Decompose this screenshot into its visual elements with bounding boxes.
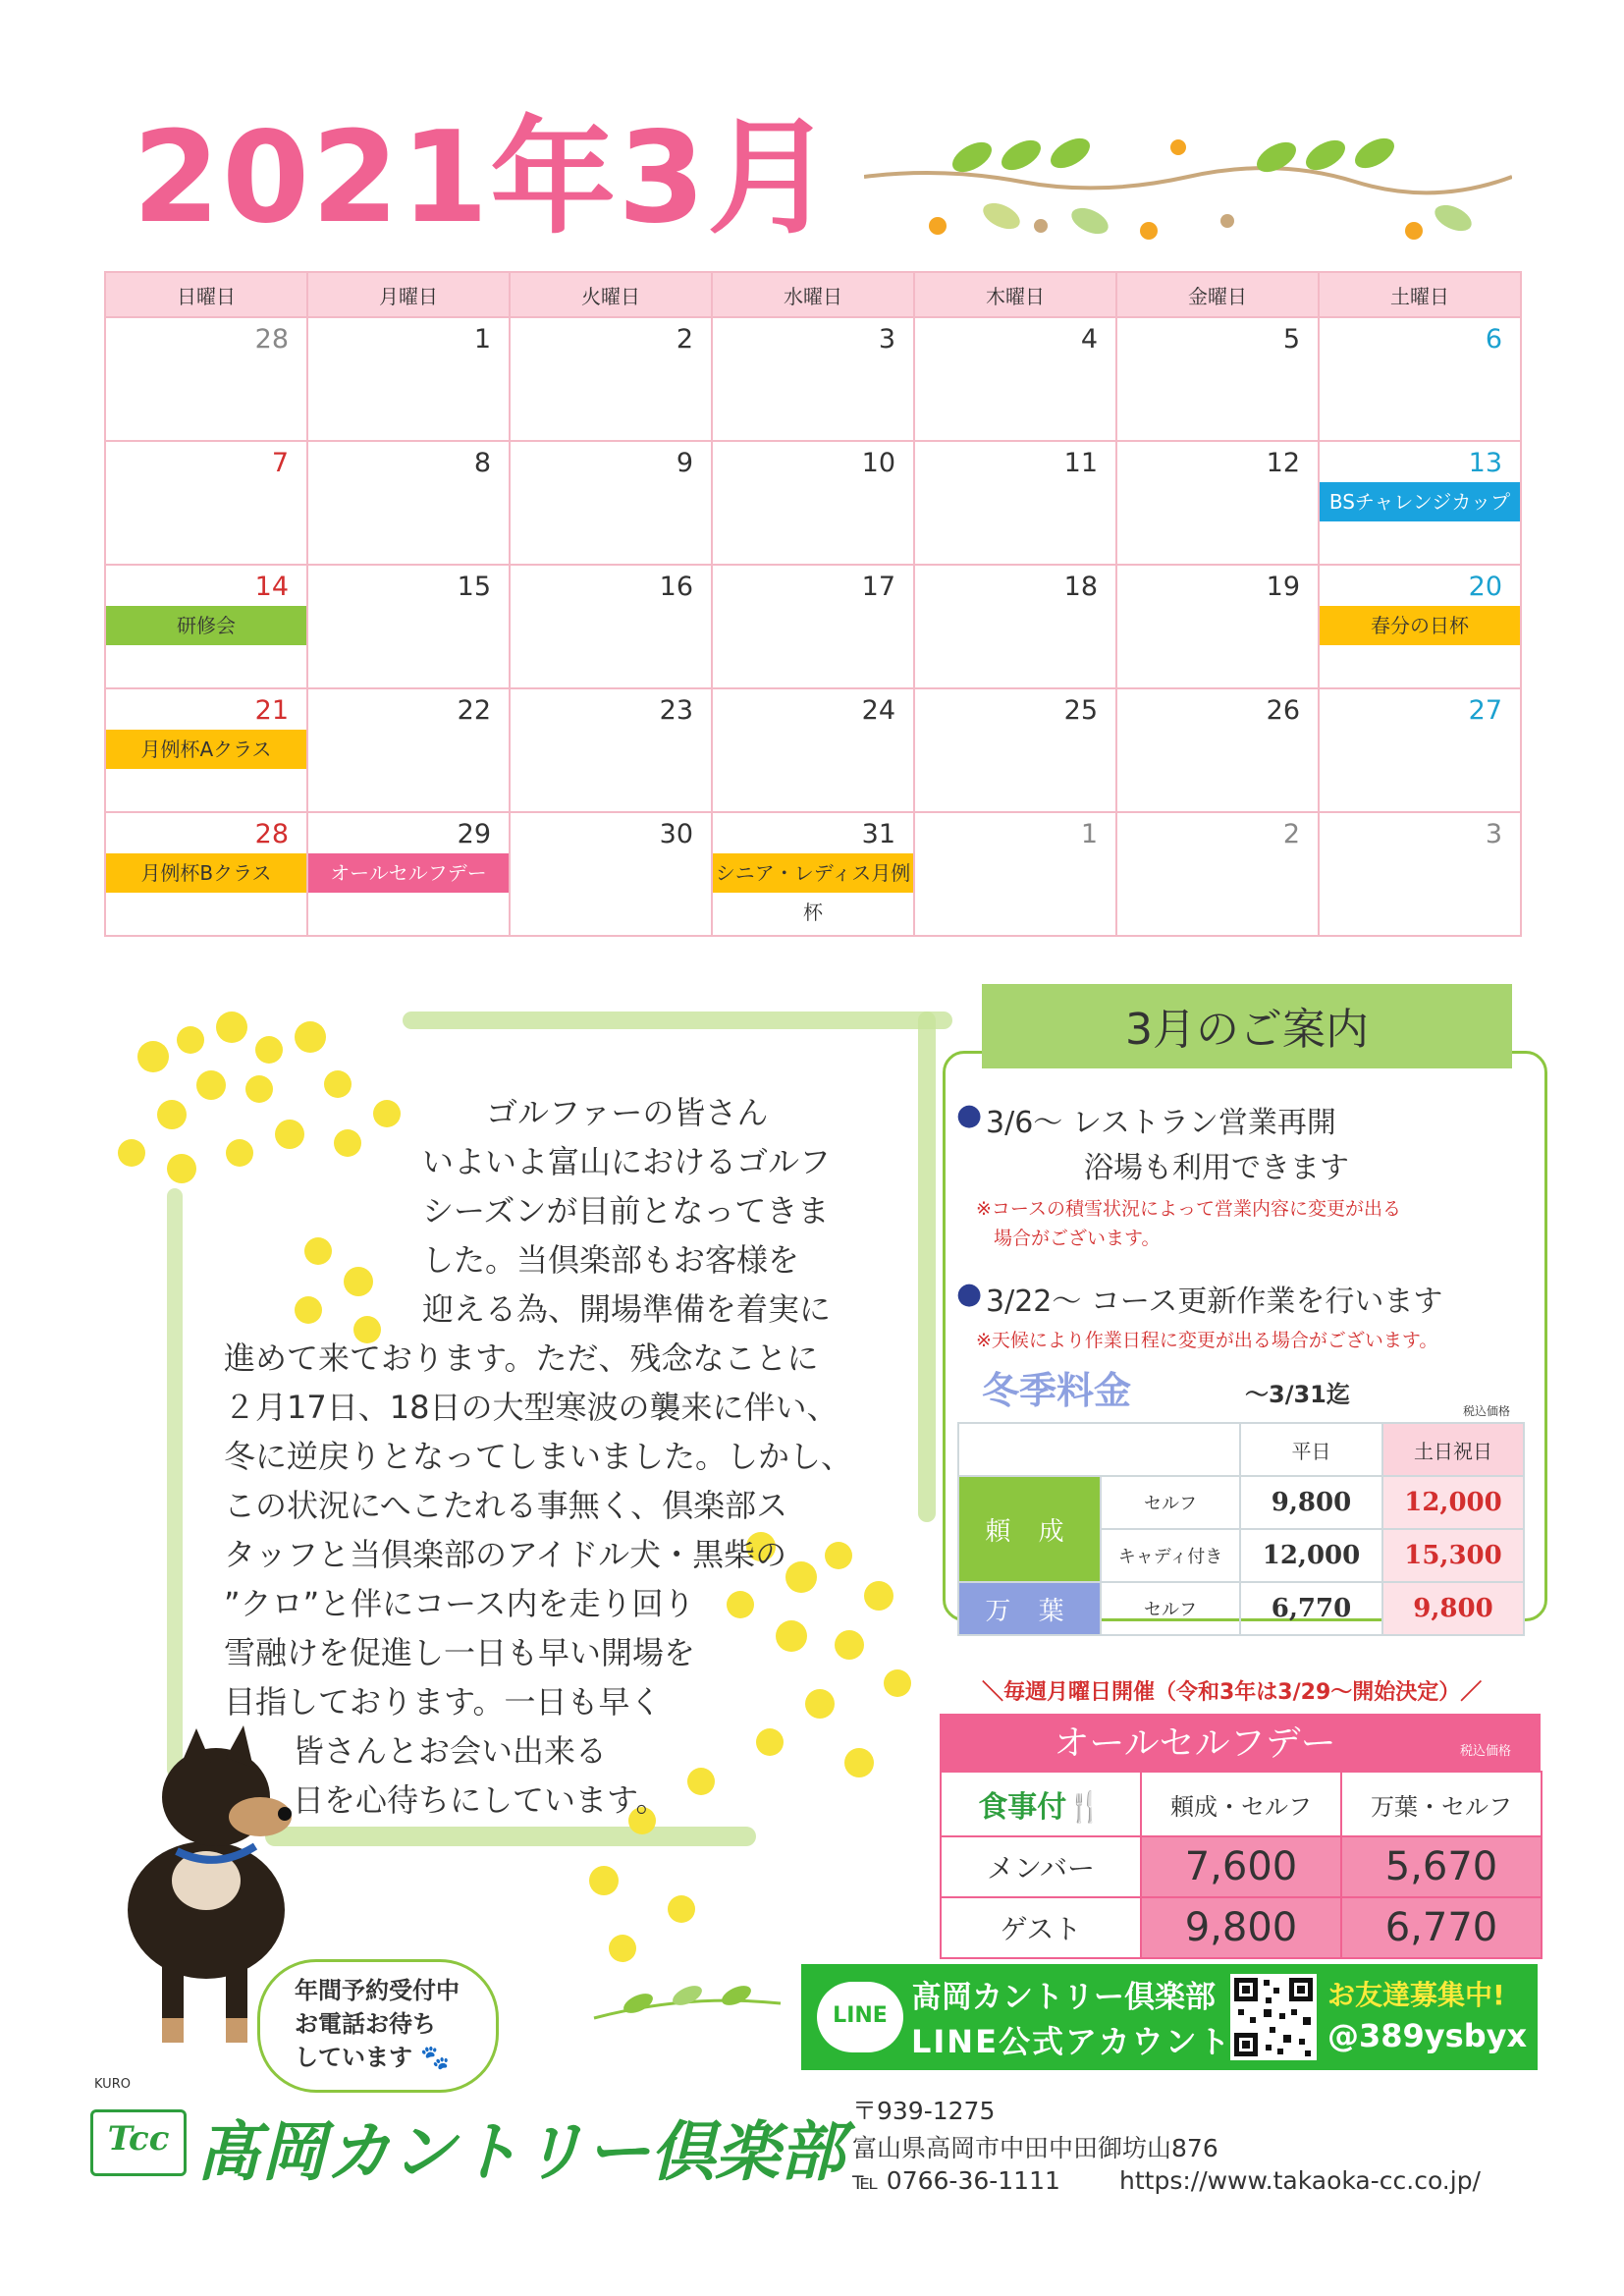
frame-decoration-bottom xyxy=(265,1827,756,1846)
flower-dot xyxy=(295,1021,326,1053)
day-number: 28 xyxy=(254,819,289,849)
fee-holiday-price: 12,000 xyxy=(1382,1476,1524,1529)
all-self-day-table xyxy=(940,1771,1543,1959)
guide-note-2: ※天候により作業日程に変更が出る場合がございます。 xyxy=(976,1330,1438,1351)
letter-line: いよいよ富山におけるゴルフ xyxy=(422,1143,832,1180)
letter-line: ”クロ”と伴にコース内を走り回り xyxy=(224,1585,695,1622)
page-title: 2021年3月 xyxy=(133,105,836,251)
weekday-header: 水曜日 xyxy=(712,272,914,317)
member-raijo-price: 7,600 xyxy=(1141,1836,1341,1897)
calendar-week-row xyxy=(105,565,1521,688)
fee-holiday-price: 15,300 xyxy=(1382,1529,1524,1582)
calendar-event-badge: 月例杯Bクラス xyxy=(106,853,306,893)
day-number: 31 xyxy=(861,819,895,849)
calendar-week-row xyxy=(105,317,1521,441)
row-guest-label: ゲスト xyxy=(941,1897,1141,1958)
calendar-day-cell xyxy=(307,812,510,936)
fee-header-weekday: 平日 xyxy=(1240,1423,1382,1476)
calendar-day-cell xyxy=(105,688,307,812)
calendar-day-cell xyxy=(914,688,1116,812)
calendar-day-cell xyxy=(1116,812,1319,936)
calendar-event-badge: BSチャレンジカップ xyxy=(1320,482,1520,521)
calendar-day-cell xyxy=(1319,441,1521,565)
col-raijo-self: 頼成・セルフ xyxy=(1141,1772,1341,1836)
day-number: 7 xyxy=(271,448,289,478)
tax-label: 税込価格 xyxy=(1463,1404,1511,1418)
calendar-day-cell xyxy=(510,812,712,936)
day-number: 1 xyxy=(473,324,491,355)
flower-dot xyxy=(609,1935,636,1962)
flower-dot xyxy=(835,1630,864,1660)
letter-line: 目指しております。一日も早く xyxy=(224,1683,662,1721)
fee-type: セルフ xyxy=(1101,1582,1240,1635)
calendar-day-cell xyxy=(307,441,510,565)
day-number: 15 xyxy=(457,572,491,602)
flower-dot xyxy=(344,1267,373,1296)
letter-line: シーズンが目前となってきま xyxy=(422,1192,830,1230)
calendar-day-cell xyxy=(307,317,510,441)
calendar-day-cell xyxy=(510,317,712,441)
address: 富山県高岡市中田中田御坊山876 xyxy=(852,2134,1218,2162)
day-number: 30 xyxy=(659,819,693,849)
calendar-day-cell xyxy=(105,317,307,441)
day-number: 13 xyxy=(1468,448,1502,478)
line-account-name: 髙岡カントリー倶楽部 xyxy=(911,1980,1216,2015)
flower-dot xyxy=(825,1542,852,1569)
letter-line: 冬に逆戻りとなってしまいました。しかし、 xyxy=(224,1438,853,1475)
day-number: 26 xyxy=(1266,695,1300,726)
winter-fee-period: ～3/31迄 xyxy=(1245,1381,1350,1408)
line-id: @389ysbyx xyxy=(1327,2017,1528,2054)
fee-weekday-price: 9,800 xyxy=(1240,1476,1382,1529)
calendar-day-cell xyxy=(307,688,510,812)
flower-dot xyxy=(589,1866,619,1895)
flower-dot xyxy=(255,1036,283,1064)
flower-dot xyxy=(177,1026,204,1054)
flower-dot xyxy=(216,1011,247,1043)
calendar-day-cell xyxy=(712,688,914,812)
guide-note-1b: 場合がございます。 xyxy=(994,1228,1161,1249)
calendar-week-row xyxy=(105,441,1521,565)
weekday-header: 火曜日 xyxy=(510,272,712,317)
calendar-day-cell xyxy=(914,812,1116,936)
fee-course-raijo: 頼 成 xyxy=(958,1476,1101,1582)
weekday-header: 日曜日 xyxy=(105,272,307,317)
letter-line: タッフと当倶楽部のアイドル犬・黒柴の xyxy=(224,1536,787,1573)
winter-fee-title: 冬季料金 xyxy=(982,1369,1132,1412)
flower-dot xyxy=(884,1669,911,1697)
col-manyo-self: 万葉・セルフ xyxy=(1341,1772,1542,1836)
fee-holiday-price: 9,800 xyxy=(1382,1582,1524,1635)
calendar-event-badge: シニア・レディス月例杯 xyxy=(713,853,913,893)
calendar-day-cell xyxy=(1116,688,1319,812)
weekday-header: 土曜日 xyxy=(1319,272,1521,317)
day-number: 19 xyxy=(1266,572,1300,602)
flower-dot xyxy=(334,1129,361,1157)
frame-decoration-right xyxy=(918,1011,936,1522)
day-number: 22 xyxy=(457,695,491,726)
flower-dot xyxy=(776,1620,807,1652)
dog-name-label: KURO xyxy=(94,2077,131,2092)
weekday-header: 月曜日 xyxy=(307,272,510,317)
flower-dot xyxy=(226,1139,253,1167)
member-manyo-price: 5,670 xyxy=(1341,1836,1542,1897)
frame-decoration-top xyxy=(403,1011,952,1029)
vine-decoration xyxy=(864,128,1512,246)
line-friend-recruit: お友達募集中! xyxy=(1327,1979,1505,2011)
letter-line: 雪融けを促進し一日も早い開場を xyxy=(224,1634,696,1671)
bubble-line-1: 年間予約受付中 xyxy=(295,1977,460,2004)
calendar-day-cell xyxy=(510,441,712,565)
flower-dot xyxy=(137,1041,169,1072)
guest-raijo-price: 9,800 xyxy=(1141,1897,1341,1958)
meal-included-label: 食事付🍴 xyxy=(941,1772,1141,1836)
calendar-week-row xyxy=(105,688,1521,812)
flower-dot xyxy=(295,1296,322,1324)
day-number: 5 xyxy=(1282,324,1300,355)
calendar-day-cell xyxy=(105,441,307,565)
day-number: 8 xyxy=(473,448,491,478)
flower-dot xyxy=(756,1728,784,1756)
calendar-day-cell xyxy=(712,812,914,936)
guest-manyo-price: 6,770 xyxy=(1341,1897,1542,1958)
leaf-sprig-decoration xyxy=(589,1974,785,2033)
day-number: 14 xyxy=(254,572,289,602)
day-number: 24 xyxy=(861,695,895,726)
letter-line: 皆さんとお会い出来る xyxy=(293,1732,608,1770)
calendar-event-badge: オールセルフデー xyxy=(308,853,509,893)
day-number: 20 xyxy=(1468,572,1502,602)
calendar-day-cell xyxy=(1319,317,1521,441)
all-self-day-title: オールセルフデー xyxy=(1054,1723,1336,1764)
fee-weekday-price: 12,000 xyxy=(1240,1529,1382,1582)
calendar-day-cell xyxy=(1319,565,1521,688)
letter-line: ２月17日、18日の大型寒波の襲来に伴い、 xyxy=(224,1389,839,1426)
guide-bullet-1: ● xyxy=(956,1098,983,1132)
row-member-label: メンバー xyxy=(941,1836,1141,1897)
club-name: 髙岡カントリー倶楽部 xyxy=(196,2114,844,2190)
line-account-label: LINE公式アカウント xyxy=(911,2023,1232,2060)
bubble-line-3: しています 🐾 xyxy=(295,2044,451,2071)
letter-line: 日を心待ちにしています。 xyxy=(293,1781,668,1819)
fee-weekday-price: 6,770 xyxy=(1240,1582,1382,1635)
calendar-day-cell xyxy=(914,565,1116,688)
day-number: 3 xyxy=(1485,819,1502,849)
calendar-day-cell xyxy=(1319,688,1521,812)
day-number: 2 xyxy=(1282,819,1300,849)
day-number: 1 xyxy=(1080,819,1098,849)
winter-fee-table xyxy=(957,1422,1525,1636)
day-number: 18 xyxy=(1063,572,1098,602)
calendar-day-cell xyxy=(712,441,914,565)
guide-title: 3月のご案内 xyxy=(1125,1005,1369,1055)
flower-dot xyxy=(844,1748,874,1777)
calendar-week-row xyxy=(105,812,1521,936)
day-number: 25 xyxy=(1063,695,1098,726)
flower-dot xyxy=(373,1100,401,1127)
letter-line: 迎える為、開場準備を着実に xyxy=(422,1290,832,1328)
day-number: 29 xyxy=(457,819,491,849)
flower-dot xyxy=(275,1120,304,1149)
line-logo-text: LINE xyxy=(833,2003,888,2028)
calendar-day-cell xyxy=(1116,565,1319,688)
flower-dot xyxy=(687,1768,715,1795)
flower-dot xyxy=(118,1139,145,1167)
bubble-line-2: お電話お待ち xyxy=(295,2010,436,2038)
letter-line: この状況にへこたれる事無く、倶楽部ス xyxy=(224,1487,788,1524)
flower-dot xyxy=(167,1154,196,1183)
day-number: 9 xyxy=(676,448,693,478)
letter-line: 進めて来ております。ただ、残念なことに xyxy=(224,1339,819,1377)
letter-line: した。当倶楽部もお客様を xyxy=(422,1241,800,1279)
postal-code: 〒939-1275 xyxy=(852,2097,996,2125)
calendar-event-badge: 月例杯Aクラス xyxy=(106,730,306,769)
flower-dot xyxy=(785,1561,817,1593)
guide-item-1: 3/6～ レストラン営業再開 xyxy=(986,1106,1336,1140)
calendar-day-cell xyxy=(1116,441,1319,565)
day-number: 10 xyxy=(861,448,895,478)
guide-bullet-2: ● xyxy=(956,1277,983,1311)
calendar-event-badge: 研修会 xyxy=(106,606,306,645)
weekly-monday-note: ＼毎週月曜日開催（令和3年は3/29～開始決定）／ xyxy=(982,1680,1483,1705)
guide-note-1: ※コースの積雪状況によって営業内容に変更が出る xyxy=(976,1198,1401,1220)
weekday-header: 金曜日 xyxy=(1116,272,1319,317)
day-number: 2 xyxy=(676,324,693,355)
calendar-event-badge: 春分の日杯 xyxy=(1320,606,1520,645)
website-link[interactable]: https://www.takaoka-cc.co.jp/ xyxy=(1119,2166,1481,2195)
club-logo-mark: Tcc xyxy=(107,2119,170,2159)
guide-item-2: 3/22～ コース更新作業を行います xyxy=(986,1285,1443,1319)
calendar-day-cell xyxy=(712,317,914,441)
calendar-day-cell xyxy=(307,565,510,688)
day-number: 28 xyxy=(254,324,289,355)
calendar-day-cell xyxy=(510,565,712,688)
flower-dot xyxy=(805,1689,835,1719)
calendar-day-cell xyxy=(510,688,712,812)
day-number: 3 xyxy=(878,324,895,355)
calendar-day-cell xyxy=(1116,317,1319,441)
fee-type: キャディ付き xyxy=(1101,1529,1240,1582)
day-number: 23 xyxy=(659,695,693,726)
flower-dot xyxy=(668,1895,695,1923)
qr-code-icon[interactable] xyxy=(1230,1974,1317,2060)
flower-dot xyxy=(245,1075,273,1103)
letter-line: ゴルファーの皆さん xyxy=(486,1094,769,1131)
calendar-day-cell xyxy=(914,317,1116,441)
day-number: 27 xyxy=(1468,695,1502,726)
fee-header-holiday: 土日祝日 xyxy=(1382,1423,1524,1476)
guide-item-1-sub: 浴場も利用できます xyxy=(1084,1151,1349,1185)
telephone: ℡ 0766-36-1111 xyxy=(852,2166,1060,2195)
flower-dot xyxy=(196,1070,226,1100)
day-number: 17 xyxy=(861,572,895,602)
calendar-day-cell xyxy=(105,812,307,936)
flower-dot xyxy=(324,1070,352,1098)
calendar-day-cell xyxy=(105,565,307,688)
calendar-day-cell xyxy=(712,565,914,688)
flower-dot xyxy=(727,1591,754,1618)
calendar-grid xyxy=(104,271,1522,937)
day-number: 16 xyxy=(659,572,693,602)
fee-course-manyo: 万 葉 xyxy=(958,1582,1101,1635)
flower-dot xyxy=(157,1100,187,1129)
day-number: 6 xyxy=(1485,324,1502,355)
flower-dot xyxy=(864,1581,893,1611)
weekday-header: 木曜日 xyxy=(914,272,1116,317)
day-number: 4 xyxy=(1080,324,1098,355)
calendar-day-cell xyxy=(1319,812,1521,936)
day-number: 11 xyxy=(1063,448,1098,478)
fee-header-empty xyxy=(958,1423,1240,1476)
fee-type: セルフ xyxy=(1101,1476,1240,1529)
day-number: 12 xyxy=(1266,448,1300,478)
day-number: 21 xyxy=(254,695,289,726)
calendar-day-cell xyxy=(914,441,1116,565)
flower-dot xyxy=(304,1237,332,1265)
frame-decoration-left xyxy=(167,1188,183,1777)
tax-label-2: 税込価格 xyxy=(1460,1744,1512,1759)
